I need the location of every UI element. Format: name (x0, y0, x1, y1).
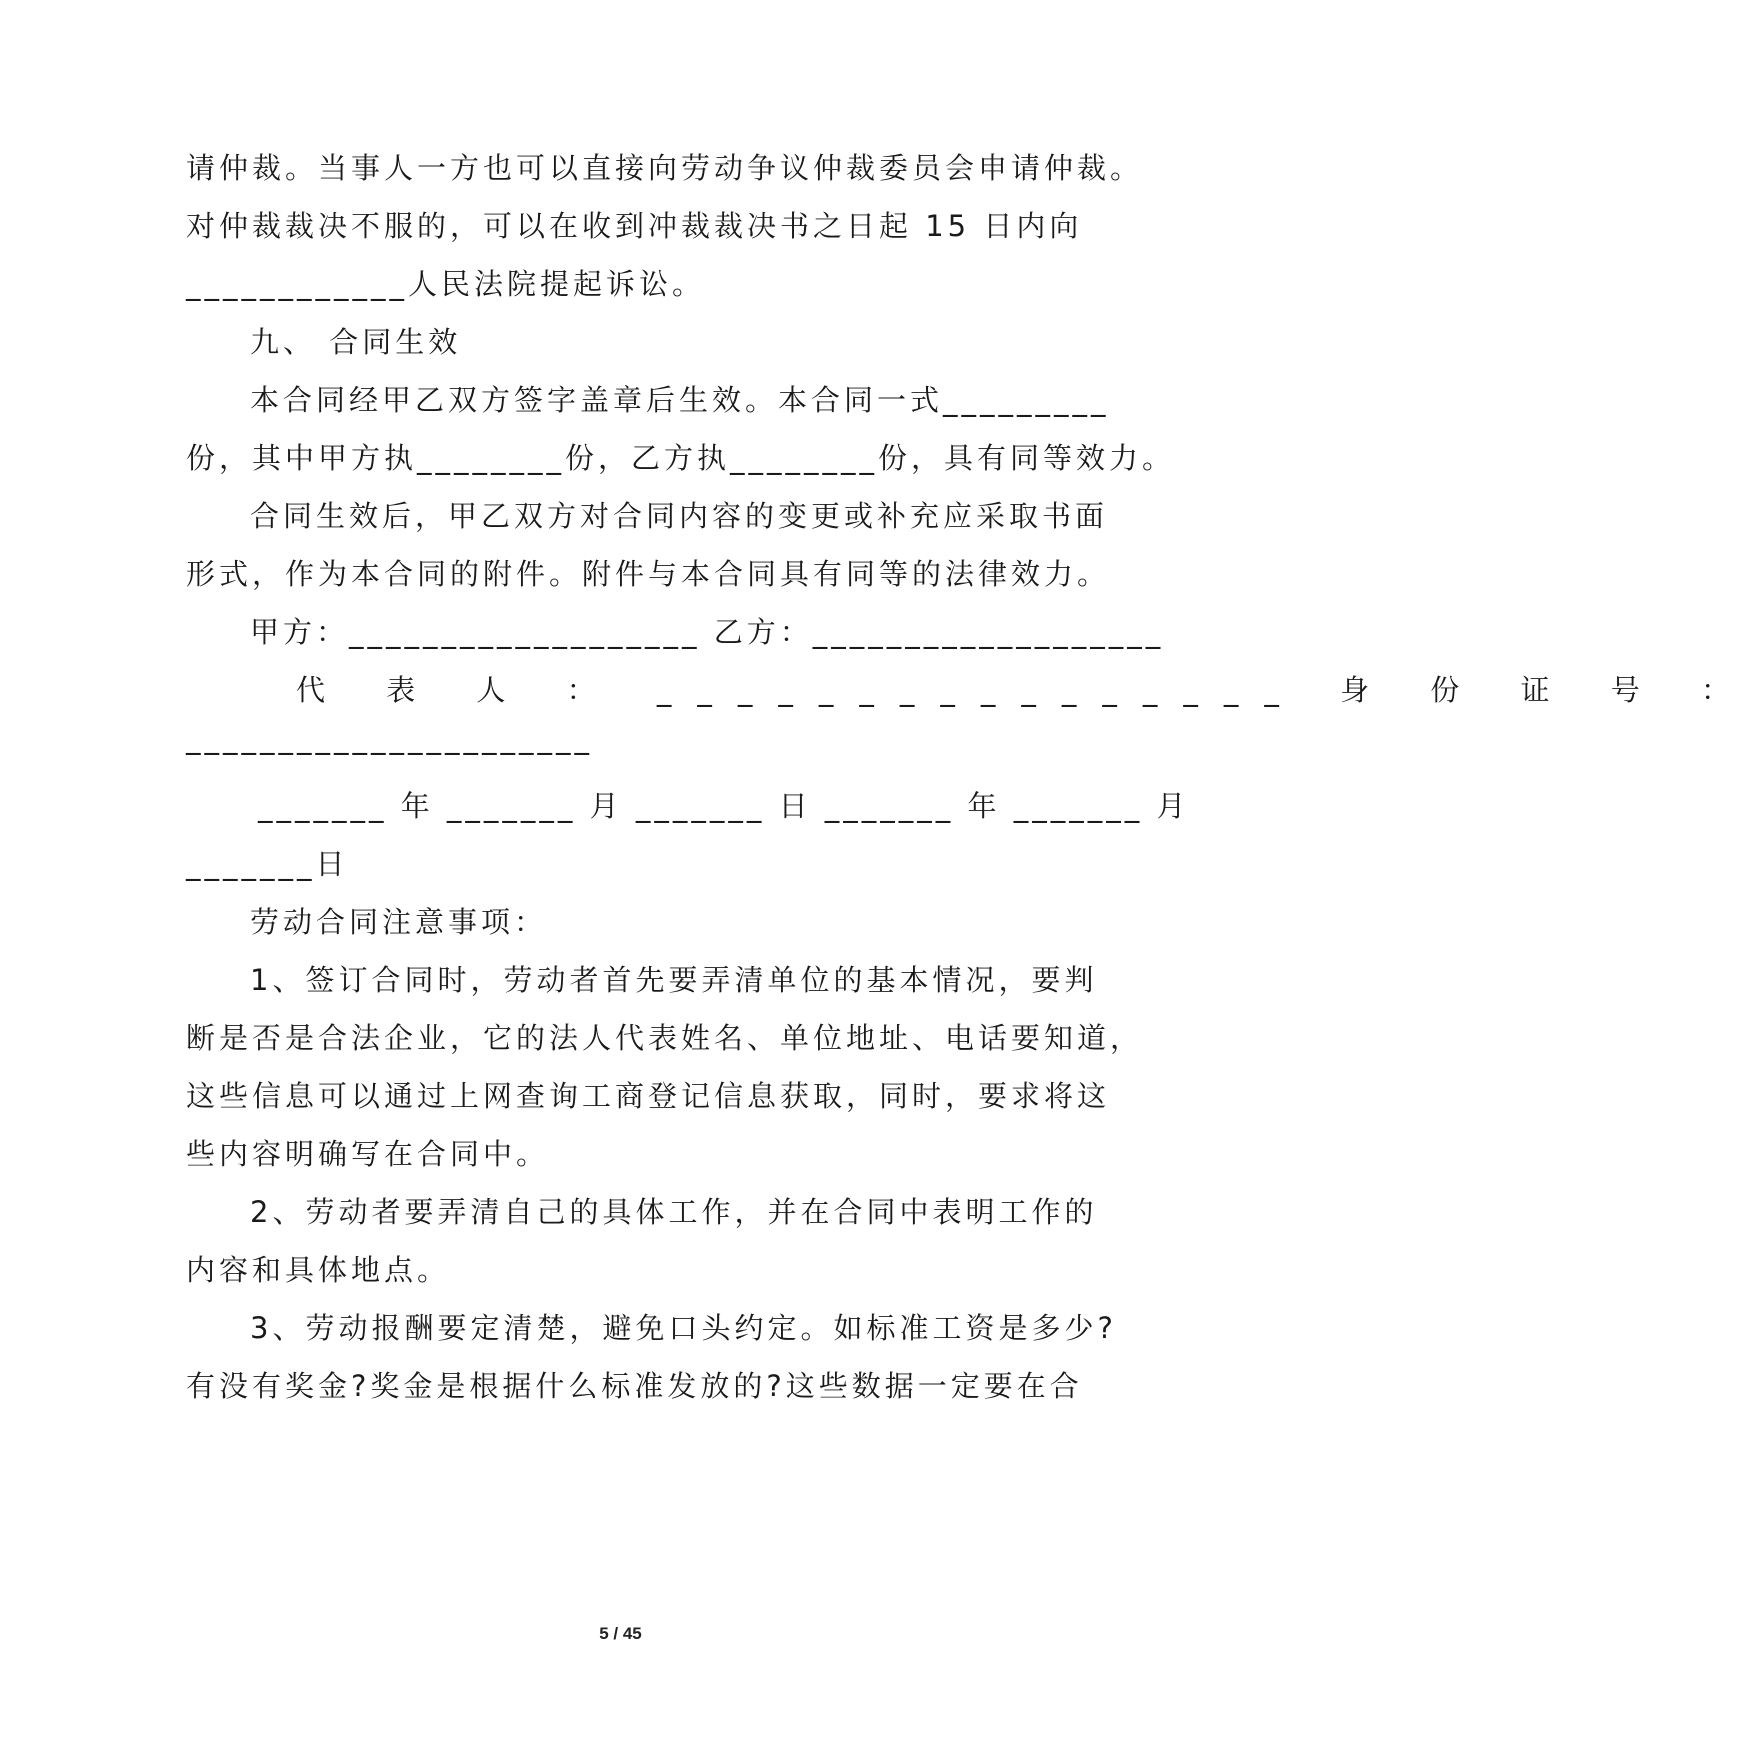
text-line: 份，其中甲方执________份，乙方执________份，具有同等效力。 (186, 441, 1176, 475)
text-line: 这些信息可以通过上网查询工商登记信息获取，同时，要求将这 (186, 1079, 1111, 1113)
text-line: 内容和具体地点。 (186, 1253, 451, 1287)
representative-line: 代 表 人 ： ________________ 身 份 证 号 ： (296, 673, 1756, 707)
blank-line: ______________________ (186, 721, 593, 755)
text-line: 对仲裁裁决不服的，可以在收到冲裁裁决书之日起 15 日内向 (186, 209, 1083, 243)
signature-line: 甲方：___________________ 乙方：___________________ (250, 615, 1165, 649)
section-heading: 九、 合同生效 (250, 325, 462, 359)
date-line: _______ 年 _______ 月 _______ 日 _______ 年 _______ 月 (258, 789, 1190, 823)
text-line: 有没有奖金?奖金是根据什么标准发放的?这些数据一定要在合 (186, 1369, 1083, 1403)
page-number: 5 / 45 (599, 1624, 642, 1643)
date-line: _______日 (186, 847, 349, 881)
text-line: 形式，作为本合同的附件。附件与本合同具有同等的法律效力。 (186, 557, 1111, 591)
text-line: 3、劳动报酬要定清楚，避免口头约定。如标准工资是多少? (250, 1311, 1117, 1345)
text-line: 本合同经甲乙双方签字盖章后生效。本合同一式_________ (250, 383, 1110, 417)
text-line: 断是否是合法企业，它的法人代表姓名、单位地址、电话要知道， (186, 1021, 1144, 1055)
text-line: 1、签订合同时，劳动者首先要弄清单位的基本情况，要判 (250, 963, 1098, 997)
text-line: 些内容明确写在合同中。 (186, 1137, 550, 1171)
text-line: 2、劳动者要弄清自己的具体工作，并在合同中表明工作的 (250, 1195, 1098, 1229)
text-line: ____________人民法院提起诉讼。 (186, 267, 706, 301)
text-line: 请仲裁。当事人一方也可以直接向劳动争议仲裁委员会申请仲裁。 (186, 151, 1144, 185)
section-heading: 劳动合同注意事项： (250, 905, 548, 939)
text-line: 合同生效后，甲乙双方对合同内容的变更或补充应采取书面 (250, 499, 1109, 533)
